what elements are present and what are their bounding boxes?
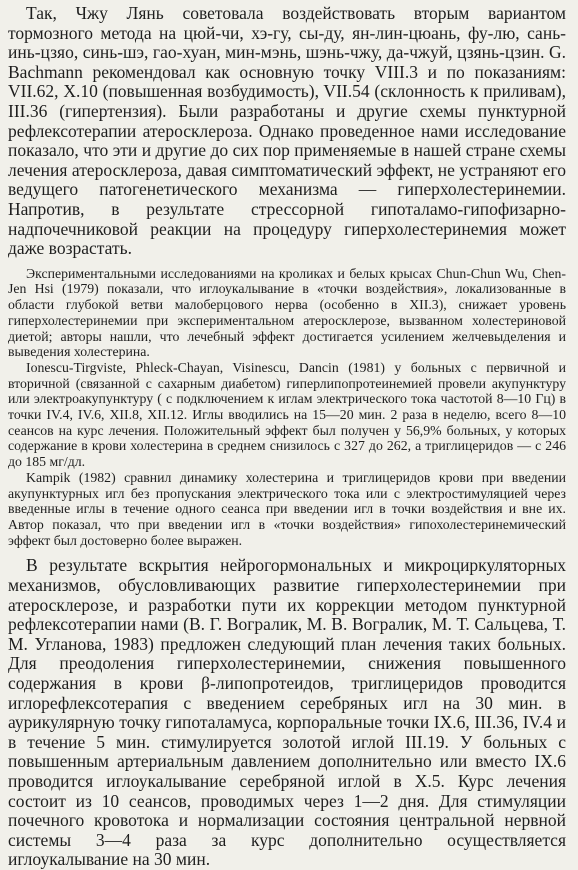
small-paragraph-ionescu: Ionescu-Tirgviste, Phleck-Chayan, Visinescu, Dancin (1981) у больных с первичной и вторичной (связанной с сахарным диабетом) гиперлипопротеинемией провели акупунктуру или электроакупунктуру ( с подключением к иглам электрического тока частотой 8—10 Гц) в точки IV.4, IV.6, XII.8, XII.12. Иглы вводились на 15—20 мин. 2 раза в неделю, всего 8—10 сеансов на курс лечения. Положительный эффект был получен у 56,9% больных, у которых содержание в крови холестерина в среднем снизилось с 327 до 262, а триглицеридов — с 246 до 185 мг/дл. [8, 359, 566, 470]
small-paragraph-chun-chun-wu: Экспериментальными исследованиями на кроликах и белых крысах Chun-Chun Wu, Chen-Jen Hsi (1979) показали, что иглоукалывание в «точки воздействия», локализованные в области глубокой ветви малоберцового нерва (особенно в XII.3), снижает уровень гиперхолестеринемии при экспериментальном атеросклерозе, вызванном холестериновой диетой; авторы нашли, что лечебный эффект достигается усилением желчевыделения и выведения холестерина. [8, 265, 566, 360]
body-paragraph-treatment-plan: В результате вскрытия нейрогормональных и микроциркуляторных механизмов, обусловливающих развитие гиперхолестеринемии при атеросклерозе, и разработки пути их коррекции методом пунктурной рефлексотерапии нами (В. Г. Вогралик, М. В. Вогралик, М. Т. Сальцева, Т. М. Угланова, 1983) предложен следующий план лечения таких больных. Для преодоления гиперхолестеринемии, снижения повышенного содержания в крови β-липопротеидов, триглицеридов проводится иглорефлексотерапия с введением серебряных игл на 30 мин. в аурикулярную точку гипоталамуса, корпоральные точки IX.6, III.36, IV.4 и в течение 5 мин. стимулируется золотой иглой III.19. У больных с повышенным артериальным давлением дополнительно или вместо IX.6 проводится иглоукалывание серебряной иглой в X.5. Курс лечения состоит из 10 сеансов, проводимых через 1—2 дня. Для стимуляции почечного кровотока и нормализации состояния центральной нервной системы 3—4 раза за курс дополнительно осуществляется иглоукалывание на 30 мин. [8, 555, 566, 870]
small-paragraph-kampik: Kampik (1982) сравнил динамику холестерина и триглицеридов крови при введении акупунктурных игл без пропускания электрического тока или с электростимуляцией через введенные иглы в течение одного сеанса при введении игл в точки воздействия и вне их. Автор показал, что при введении игл в «точки воздействия» гипохолестеринемический эффект был достоверно более выражен. [8, 469, 566, 548]
body-paragraph-intro: Так, Чжу Лянь советовала воздействовать вторым вариантом тормозного метода на цюй-чи, хэ-гу, сы-ду, ян-лин-цюань, фу-лю, сань-инь-цзяо, синь-шэ, гао-хуан, мин-мэнь, шэнь-чжу, да-чжуй, цзянь-цзин. G. Bachmann рекомендовал как основную точку VIII.3 и по показаниям: VII.62, X.10 (повышенная возбудимость), VII.54 (склонность к приливам), III.36 (гипертензия). Были разработаны и другие схемы пунктурной рефлексотерапии атеросклероза. Однако проведенное нами исследование показало, что эти и другие до сих пор применяемые в нашей стране схемы лечения атеросклероза, давая симптоматический эффект, не устраняют его ведущего патогенетического механизма — гиперхолестеринемии. Напротив, в результате стрессорной гипоталамо-гипофизарно-надпочечниковой реакции на процедуру гиперхолестеринемия может даже возрастать. [8, 3, 566, 259]
small-print-block [8, 266, 566, 549]
